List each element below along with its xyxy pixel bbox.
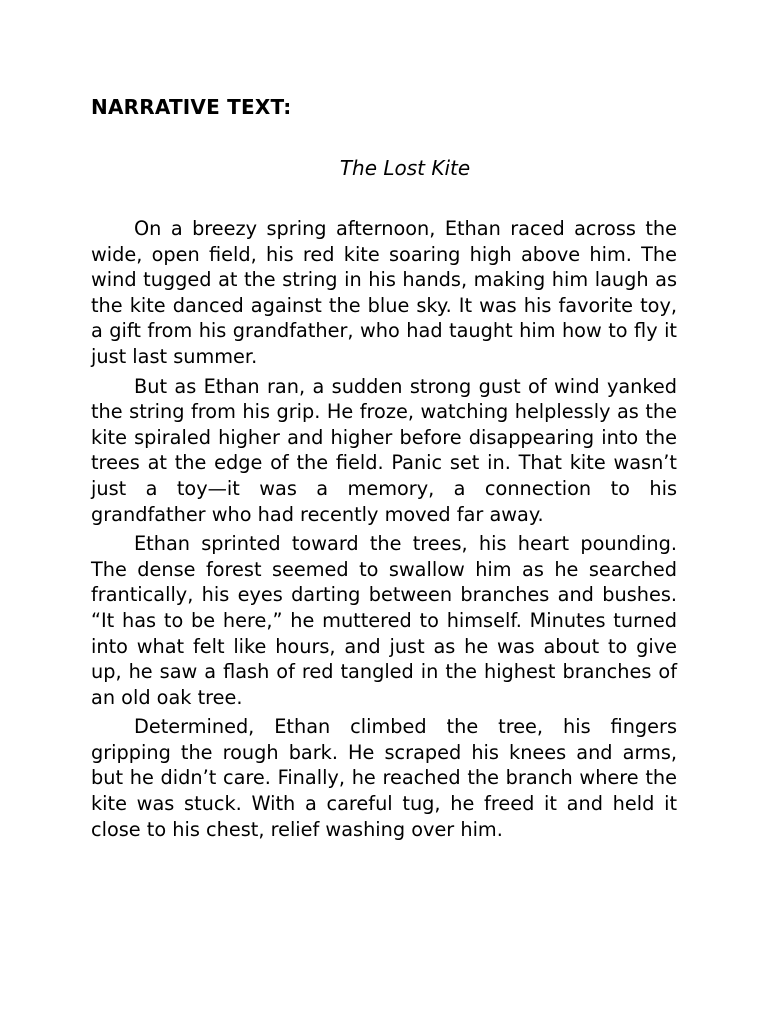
- story-title: The Lost Kite: [339, 156, 471, 180]
- story-paragraph: Determined, Ethan climbed the tree, his fingers gripping the rough bark. He scraped his knees and arms, but he didn’t care. Finally, he reached the branch where the kite was stuck. With a careful tug, he freed it and held it close to his chest, relief washing over him.: [91, 715, 677, 841]
- story-paragraph: On a breezy spring afternoon, Ethan raced across the wide, open field, his red kite soaring high above him. The wind tugged at the string in his hands, making him laugh as the kite danced against the blue sky. It was his favorite toy, a gift from his grandfather, who had taught him how to fly it just last summer.: [91, 217, 677, 368]
- section-heading: NARRATIVE TEXT:: [91, 95, 292, 119]
- story-paragraph: But as Ethan ran, a sudden strong gust of wind yanked the string from his grip. He froze, watching helplessly as the kite spiraled higher and higher before disappearing into the trees at the edge of the field. Panic set in. That kite wasn’t just a toy—it was a memory, a connection to his grandfather who had recently moved far away.: [91, 374, 677, 526]
- story-paragraph: Ethan sprinted toward the trees, his heart pounding. The dense forest seemed to swallow him as he searched frantically, his eyes darting between branches and bushes. “It has to be here,” he muttered to himself. Minutes turned into what felt like hours, and just as he was about to give up, he saw a flash of red tangled in the highest branches of an old oak tree.: [91, 532, 677, 709]
- story-body: [91, 216, 677, 846]
